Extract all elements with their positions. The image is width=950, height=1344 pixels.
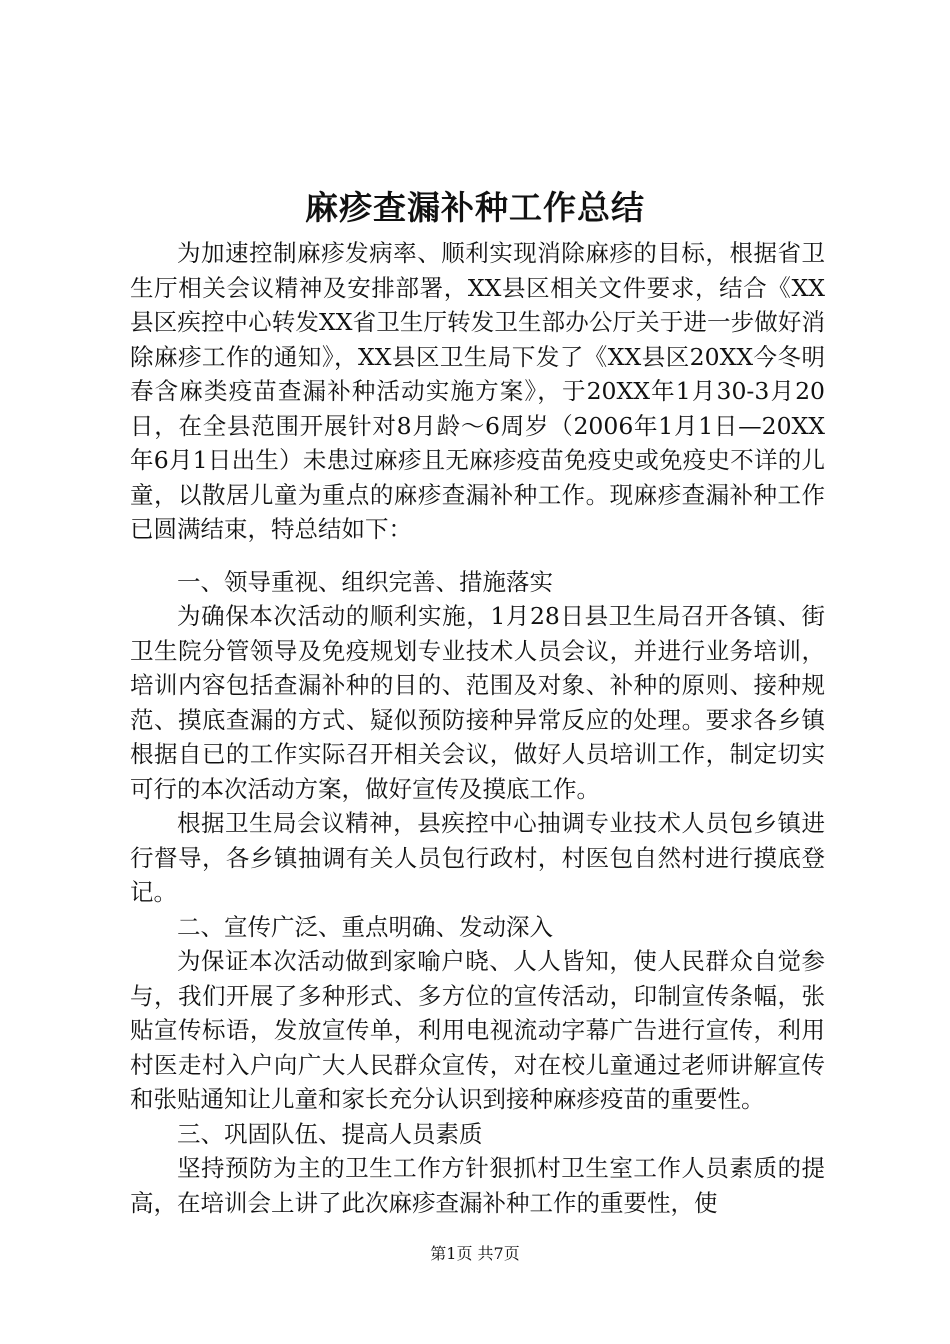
section-heading-1: 一、领导重视、组织完善、措施落实 xyxy=(177,567,553,596)
section-2-paragraph-1: 为保证本次活动做到家喻户晓、人人皆知，使人民群众自觉参与，我们开展了多种形式、多方位的宣传活动，印制宣传条幅，张贴宣传标语，发放宣传单，利用电视流动字幕广告进行宣传，利用村医走村入户向广大人民群众宣传，对在校儿童通过老师讲解宣传和张贴通知让儿童和家长充分认识到接种麻疹疫苗的重要性。 xyxy=(130,947,825,1113)
section-3-paragraph-1: 坚持预防为主的卫生工作方针狠抓村卫生室工作人员素质的提高，在培训会上讲了此次麻疹查漏补种工作的重要性，使 xyxy=(130,1154,825,1217)
section-1-paragraph-1: 为确保本次活动的顺利实施，1月28日县卫生局召开各镇、街卫生院分管领导及免疫规划专业技术人员会议，并进行业务培训，培训内容包括查漏补种的目的、范围及对象、补种的原则、接种规范、摸底查漏的方式、疑似预防接种异常反应的处理。要求各乡镇根据自已的工作实际召开相关会议，做好人员培训工作，制定切实可行的本次活动方案，做好宣传及摸底工作。 xyxy=(130,602,825,803)
intro-paragraph: 为加速控制麻疹发病率、顺利实现消除麻疹的目标，根据省卫生厅相关会议精神及安排部署，XX县区相关文件要求，结合《XX县区疾控中心转发XX省卫生厅转发卫生部办公厅关于进一步做好消除麻疹工作的通知》，XX县区卫生局下发了《XX县区20XX今冬明春含麻类疫苗查漏补种活动实施方案》，于20XX年1月30-3月20日，在全县范围开展针对8月龄～6周岁（2006年1月1日—20XX年6月1日出生）未患过麻疹且无麻疹疫苗免疫史或免疫史不详的儿童，以散居儿童为重点的麻疹查漏补种工作。现麻疹查漏补种工作已圆满结束，特总结如下： xyxy=(130,239,825,543)
document-body xyxy=(130,236,825,1220)
section-1-paragraph-2: 根据卫生局会议精神，县疾控中心抽调专业技术人员包乡镇进行督导，各乡镇抽调有关人员包行政村，村医包自然村进行摸底登记。 xyxy=(130,809,825,906)
page-footer: 第1页 共7页 xyxy=(430,1244,520,1263)
section-heading-3: 三、巩固队伍、提高人员素质 xyxy=(177,1119,483,1148)
section-heading-2: 二、宣传广泛、重点明确、发动深入 xyxy=(177,912,553,941)
document-title: 麻疹查漏补种工作总结 xyxy=(305,188,645,227)
